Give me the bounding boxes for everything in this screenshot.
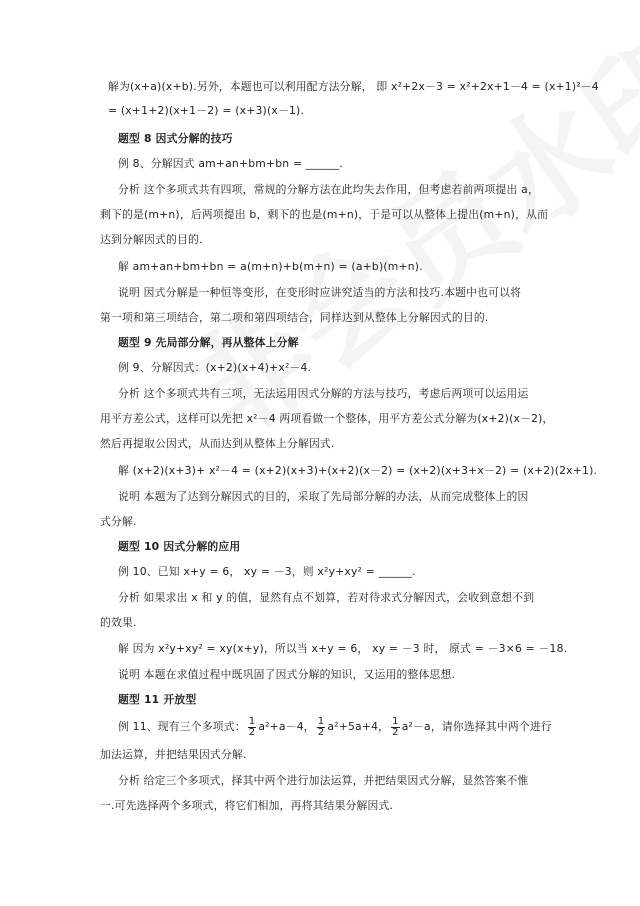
fraction <box>248 717 257 738</box>
text-line: 分析 这个多项式共有三项，无法运用因式分解的方法与技巧，考虑后两项可以运用运 <box>118 387 529 400</box>
solution-line: 解 (x+2)(x+3)+ x²－4 = (x+2)(x+3)+(x+2)(x－2) = (x+2)(x+3+x－2) = (x+2)(2x+1). <box>118 464 598 477</box>
text-line: 分析 如果求出 x 和 y 的值，显然有点不划算，若对待求式分解因式，会收到意想不到 <box>118 591 535 604</box>
solution-line: 解 因为 x²y+xy² = xy(x+y)，所以当 x+y = 6， xy = －3 时， 原式 = －3×6 = －18. <box>118 642 568 655</box>
section-heading: 题型 11 开放型 <box>118 693 197 706</box>
fraction-denominator: 2 <box>248 726 256 738</box>
example-line: 例 8、分解因式 am+an+bm+bn = ______. <box>118 157 344 170</box>
solution-line: 解 am+an+bm+bn = a(m+n)+b(m+n) = (a+b)(m+n). <box>118 260 423 273</box>
section-heading: 题型 9 先局部分解，再从整体上分解 <box>118 336 299 349</box>
text-line: 解为(x+a)(x+b).另外，本题也可以利用配方法分解， 即 x²+2x－3 = x²+2x+1－4 = (x+1)²－4 <box>108 80 599 93</box>
polynomial-3: a²－a，请你选择其中两个进行 <box>401 720 552 733</box>
fraction-denominator: 2 <box>317 726 325 738</box>
text-line: 加法运算，并把结果因式分解. <box>100 748 247 761</box>
fraction-numerator: 1 <box>317 715 325 727</box>
text-line: 一.可先选择两个多项式，将它们相加，再将其结果分解因式. <box>100 799 394 812</box>
example-label: 例 11、现有三个多项式： <box>118 720 246 733</box>
example-line <box>118 716 552 738</box>
text-line: 的效果. <box>100 616 137 629</box>
fraction-numerator: 1 <box>392 715 399 727</box>
text-line: 第一项和第三项结合，第二项和第四项结合，同样达到从整体上分解因式的目的. <box>100 311 489 324</box>
fraction <box>391 717 400 738</box>
example-line: 例 10、已知 x+y = 6， xy = －3，则 x²y+xy² = ______. <box>118 565 416 578</box>
text-line: 分析 给定三个多项式，择其中两个进行加法运算，并把结果因式分解，显然答案不惟 <box>118 774 529 787</box>
fraction-numerator: 1 <box>248 715 256 727</box>
text-line: 剩下的是(m+n)，后两项提出 b，剩下的也是(m+n)，于是可以从整体上提出(m+n)，从而 <box>100 208 549 221</box>
fraction <box>317 717 326 738</box>
text-line: 式分解. <box>100 515 137 528</box>
text-line: 然后再提取公因式，从而达到从整体上分解因式. <box>100 437 335 450</box>
polynomial-2: a²+5a+4， <box>327 720 390 733</box>
text-line: 达到分解因式的目的. <box>100 233 203 246</box>
example-line: 例 9、分解因式：(x+2)(x+4)+x²－4. <box>118 361 312 374</box>
text-line: 用平方差公式，这样可以先把 x²－4 两项看做一个整体，用平方差公式分解为(x+2)(x－2)， <box>100 412 554 425</box>
text-line: 说明 本题在求值过程中既巩固了因式分解的知识，又运用的整体思想. <box>118 668 456 681</box>
text-line: 分析 这个多项式共有四项，常规的分解方法在此均失去作用，但考虑若前两项提出 a， <box>118 183 539 196</box>
fraction-denominator: 2 <box>392 726 399 738</box>
text-line: 说明 因式分解是一种恒等变形，在变形时应讲究适当的方法和技巧.本题中也可以将 <box>118 286 522 299</box>
section-heading: 题型 8 因式分解的技巧 <box>118 132 233 145</box>
text-line: = (x+1+2)(x+1－2) = (x+3)(x－1). <box>108 104 305 117</box>
section-heading: 题型 10 因式分解的应用 <box>118 540 241 553</box>
text-line: 说明 本题为了达到分解因式的目的，采取了先局部分解的办法，从而完成整体上的因 <box>118 490 529 503</box>
polynomial-1: a²+a－4， <box>258 720 315 733</box>
